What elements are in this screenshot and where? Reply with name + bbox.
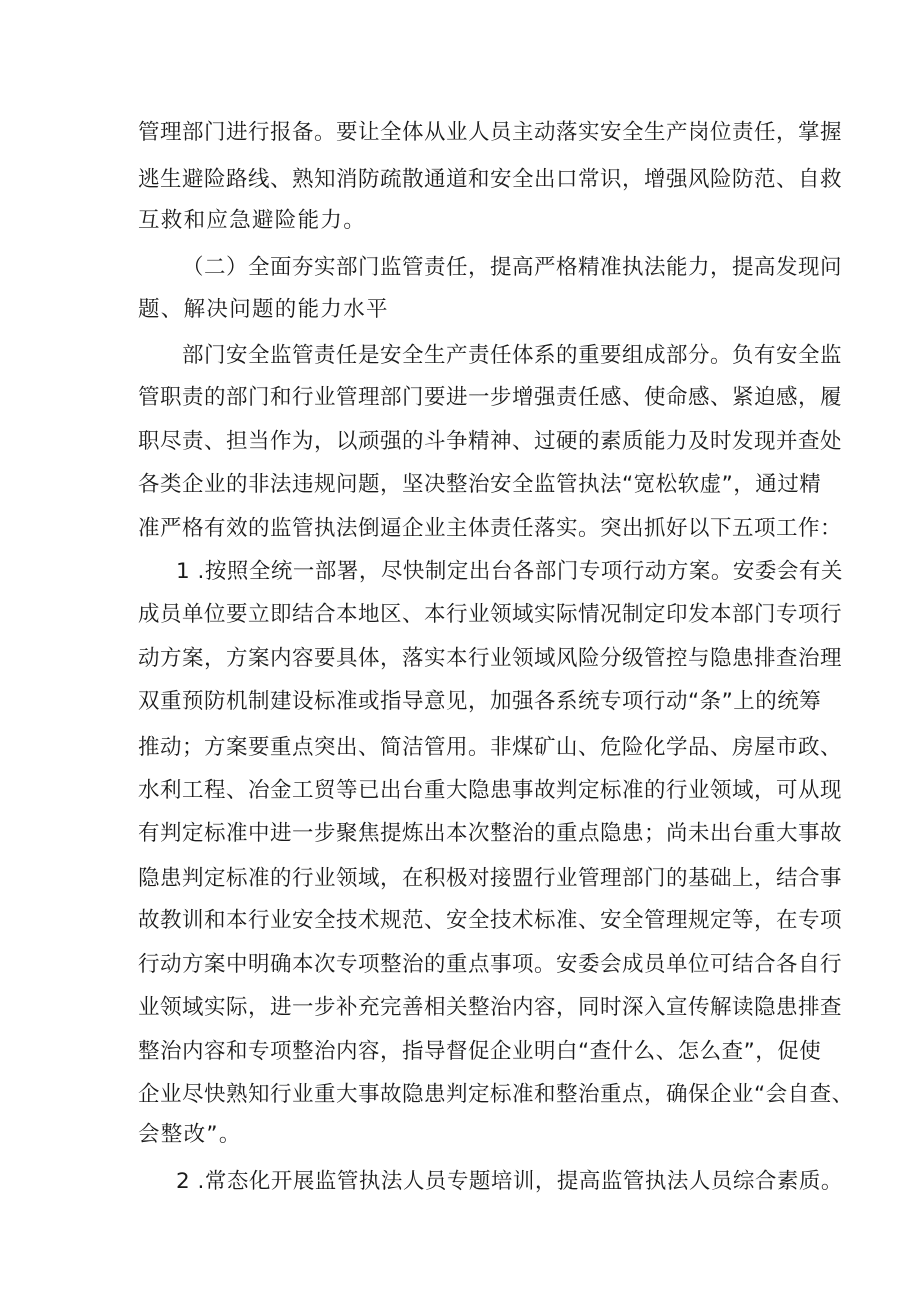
paragraph-line: 部门安全监管责任是安全生产责任体系的重要组成部分。负有安全监 [182, 343, 843, 368]
paragraph-line: 管职责的部门和行业管理部门要进一步增强责任感、使命感、紧迫感，履 [138, 385, 843, 410]
paragraph-line: 业领域实际，进一步补充完善相关整治内容，同时深入宣传解读隐患排查 [138, 995, 843, 1020]
paragraph-line: 故教训和本行业安全技术规范、安全技术标准、安全管理规定等，在专项 [138, 908, 843, 933]
paragraph-line: 逃生避险路线、熟知消防疏散通道和安全出口常识，增强风险防范、自救 [138, 167, 843, 192]
paragraph-line: 准严格有效的监管执法倒逼企业主体责任落实。突出抓好以下五项工作： [138, 516, 843, 541]
paragraph-line: 双重预防机制建设标准或指导意见，加强各系统专项行动“条”上的统筹 [138, 689, 822, 714]
section-heading: 题、解决问题的能力水平 [138, 297, 389, 322]
paragraph-line: 成员单位要立即结合本地区、本行业领域实际情况制定印发本部门专项行 [138, 602, 843, 627]
paragraph-line: 各类企业的非法违规问题，坚决整治安全监管执法“宽松软虚”，通过精 [138, 472, 822, 497]
paragraph-line: 互救和应急避险能力。 [138, 208, 367, 233]
numbered-item: 1 .按照全统一部署，尽快制定出台各部门专项行动方案。安委会有关 [176, 559, 843, 584]
paragraph-line: 动方案，方案内容要具体，落实本行业领域风险分级管控与隐患排查治理 [138, 646, 843, 671]
paragraph-line: 企业尽快熟知行业重大事故隐患判定标准和整治重点，确保企业“会自查、 [138, 1082, 854, 1107]
paragraph-line: 整治内容和专项整治内容，指导督促企业明白“查什么、怎么查”，促使 [138, 1039, 822, 1064]
paragraph-line: 水利工程、冶金工贸等已出台重大隐患事故判定标准的行业领域，可从现 [138, 778, 843, 803]
section-heading: （二）全面夯实部门监管责任，提高严格精准执法能力，提高发现问 [182, 255, 843, 280]
numbered-item: 2 .常态化开展监管执法人员专题培训，提高监管执法人员综合素质。 [176, 1169, 843, 1194]
paragraph-line: 管理部门进行报备。要让全体从业人员主动落实安全生产岗位责任，掌握 [138, 120, 843, 145]
paragraph-line: 行动方案中明确本次专项整治的重点事项。安委会成员单位可结合各自行 [138, 952, 843, 977]
paragraph-line: 职尽责、担当作为，以顽强的斗争精神、过硬的素质能力及时发现并查处 [138, 429, 843, 454]
paragraph-line: 会整改”。 [138, 1122, 242, 1147]
paragraph-line: 推动；方案要重点突出、简洁管用。非煤矿山、危险化学品、房屋市政、 [138, 735, 843, 760]
paragraph-line: 隐患判定标准的行业领域，在积极对接盟行业管理部门的基础上，结合事 [138, 866, 843, 891]
paragraph-line: 有判定标准中进一步聚焦提炼出本次整治的重点隐患；尚未出台重大事故 [138, 821, 843, 846]
